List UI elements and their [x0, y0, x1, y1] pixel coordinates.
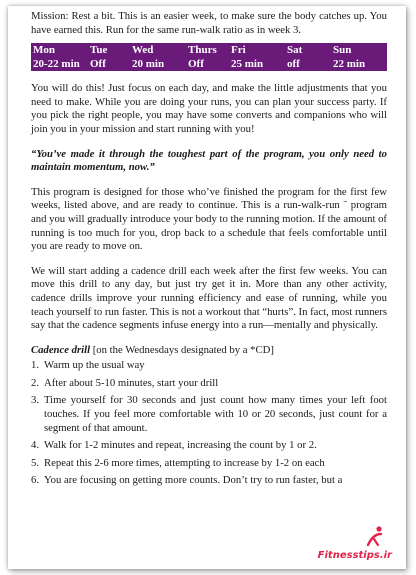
schedule-value: 25 min — [231, 58, 264, 71]
step-number: 4. — [31, 439, 40, 452]
schedule-value: 20-22 min — [33, 58, 80, 71]
drill-title: Cadence drill — [31, 343, 91, 356]
step-number: 3. — [31, 394, 40, 407]
schedule-day: Fri — [231, 44, 246, 57]
step-text: Repeat this 2-6 more times, attempting to increase by 1-2 on each — [44, 456, 325, 469]
step-text: After about 5-10 minutes, start your drill — [44, 376, 219, 389]
weekly-schedule-table — [31, 43, 387, 71]
schedule-value: 22 min — [333, 58, 366, 71]
schedule-day: Tue — [90, 44, 108, 57]
document-page — [8, 6, 406, 569]
list-item — [31, 394, 387, 435]
page-content — [31, 10, 387, 492]
watermark-text: Fitnesstips.ir — [317, 550, 392, 561]
list-item — [31, 474, 387, 488]
step-text: Time yourself for 30 seconds and just count how many times your left foot touches. If you feel more comfortable with 10 or 20 seconds, just count for a segment of that amount. — [44, 394, 387, 434]
schedule-day: Mon — [33, 44, 55, 57]
step-text: Warm up the usual way — [44, 359, 145, 372]
drill-steps-list — [31, 359, 387, 488]
list-item — [31, 457, 387, 471]
step-number: 1. — [31, 359, 40, 372]
list-item — [31, 439, 387, 453]
step-number: 5. — [31, 456, 40, 469]
schedule-value: Off — [188, 58, 204, 71]
program-paragraph: This program is designed for those who’ve finished the program for the first few weeks, listed above, and are ready to continue. This is a run-walk-run ˜ program and you will gradually introduce your body to the running motion. If the amount of running is too much for you, drop back to a schedule that feels comfortable until you are ready to move on. — [31, 185, 387, 253]
list-item — [31, 359, 387, 373]
intro-paragraph: Mission: Rest a bit. This is an easier week, to make sure the body catches up. You have earned this. Run for the same run-walk ratio as in week 3. — [31, 10, 387, 36]
drill-heading — [31, 344, 387, 358]
schedule-day: Thurs — [188, 44, 217, 57]
runner-swoosh-icon — [364, 525, 386, 549]
step-text: You are focusing on getting more counts. Don’t try to run faster, but a — [44, 474, 343, 487]
drill-subtitle: [on the Wednesdays designated by a *CD] — [90, 343, 274, 356]
schedule-value: off — [287, 58, 300, 71]
schedule-values-row — [31, 57, 387, 71]
cadence-paragraph: We will start adding a cadence drill each week after the first few weeks. You can move this drill to any day, but just try get it in. More than any other activity, cadence drills improve your running efficiency and ease of running, while you teach yourself to run faster. This is not a workout that “hurts”. In fact, most runners say that the cadence segments infuse energy into a run—mentally and physically. — [31, 264, 387, 332]
schedule-days-row — [31, 43, 387, 57]
step-number: 6. — [31, 474, 40, 487]
schedule-day: Sat — [287, 44, 303, 57]
schedule-day: Wed — [132, 44, 154, 57]
schedule-day: Sun — [333, 44, 352, 57]
pull-quote: “You’ve made it through the toughest part of the program, you only need to maintain momentum, now.” — [31, 147, 387, 174]
step-number: 2. — [31, 376, 40, 389]
list-item — [31, 377, 387, 391]
watermark-logo — [317, 525, 392, 561]
encouragement-paragraph: You will do this! Just focus on each day, and make the little adjustments that you need to make. While you are doing your runs, you can plan your success party. If you pick the right people, you may have some converts and companions who will join you in your mission and start running with you! — [31, 82, 387, 135]
schedule-value: Off — [90, 58, 106, 71]
schedule-value: 20 min — [132, 58, 165, 71]
step-text: Walk for 1-2 minutes and repeat, increasing the count by 1 or 2. — [44, 439, 317, 452]
